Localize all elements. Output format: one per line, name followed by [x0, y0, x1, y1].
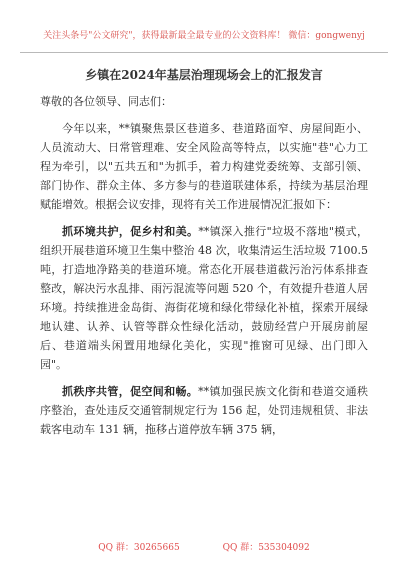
- header-notice: 关注头条号"公文研究"，获得最新最全最专业的公文资料库！ 微信：gongwenyj: [43, 31, 365, 41]
- document-title: 乡镇在2024年基层治理现场会上的汇报发言: [85, 68, 323, 82]
- section2-heading: 抓秩序共管，促空间和畅。: [62, 385, 199, 398]
- section2-body: **镇加强民族文化街和巷道交通秩序整治，查处违反交通管制规定行为 156 起，处罚违规租赁、非法载客电动车 131 辆，拖移占道停放车辆 375 辆，: [40, 385, 369, 436]
- section2-paragraph: [40, 382, 368, 439]
- salutation: 尊敬的各位领导、同志们：: [40, 95, 172, 108]
- section1-heading: 抓环境共护，促乡村和美。: [62, 225, 199, 238]
- intro-paragraph: 今年以来，**镇聚焦景区巷道多、巷道路面窄、房屋间距小、人员流动大、日常管理难、安全风险高等特点，以实施"巷"心力工程为牵引，以"五共五和"为抓手，着力构建党委统筹、支部引领、部门协作、群众主体、多方参与的巷道联建体系，持续为基层治理赋能增效。根据会议安排，现将有关工作进展情况汇报如下：: [40, 122, 368, 211]
- section1-body: **镇深入推行"垃圾不落地"模式，组织开展巷道环境卫生集中整治 48 次，收集清运生活垃圾 7100.5 吨，打造地净路美的巷道环境。常态化开展巷道截污治污体系排查整改，解决污水乱排、雨污混流等问题 520 个，有效提升巷道人居环境。持续推进金岛街、海街花境和绿化带绿化补植，探索开展绿地认建、认养、认管等群众性绿化活动，鼓励经营户开展房前屋后、巷道端头闲置用地绿化美化，实现"推窗可见绿、出门即入园"。: [40, 225, 368, 371]
- footer-qq-group-2: QQ 群：535304092: [222, 543, 310, 553]
- footer-qq-group-1: QQ 群：30265665: [98, 543, 180, 553]
- footer: [0, 540, 408, 553]
- section1-paragraph: [40, 222, 368, 374]
- document-body: [40, 92, 368, 447]
- header-divider: [20, 52, 388, 53]
